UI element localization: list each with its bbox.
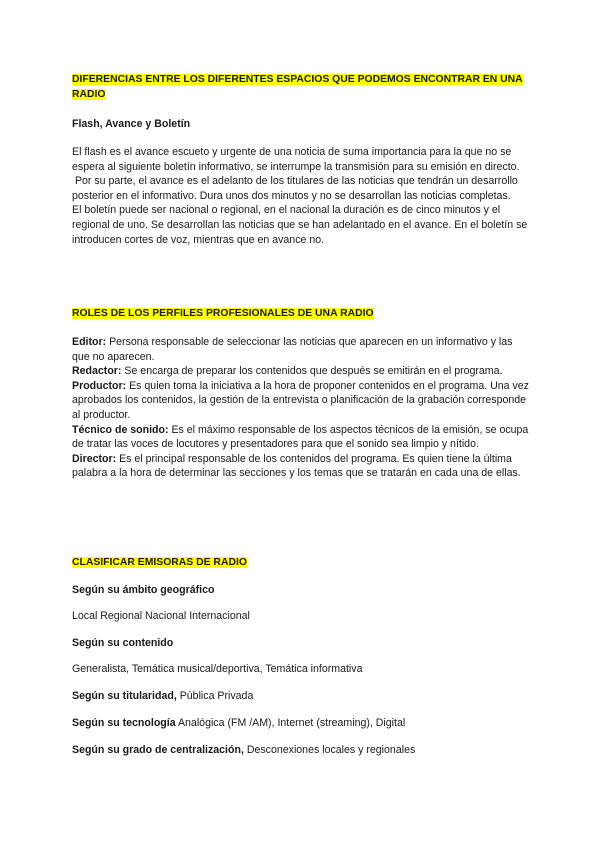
- values-titularidad: Pública Privada: [176, 690, 254, 702]
- line-tecnologia: [72, 716, 532, 731]
- roles-list: [72, 335, 532, 481]
- line-titularidad: [72, 689, 532, 704]
- subheading-flash-avance-boletin: Flash, Avance y Boletín: [72, 118, 191, 130]
- highlighted-heading: DIFERENCIAS ENTRE LOS DIFERENTES ESPACIOS QUE PODEMOS ENCONTRAR EN UNA RADIO: [72, 74, 523, 100]
- label-contenido: Según su contenido: [72, 637, 174, 649]
- values-ambito-geografico: Local Regional Nacional Internacional: [72, 610, 250, 622]
- role-tecnico-sonido: [72, 423, 532, 452]
- values-contenido: Generalista, Temática musical/deportiva, Temática informativa: [72, 663, 363, 675]
- role-description: Es quien toma la iniciativa a la hora de proponer contenidos en el programa. Una vez aprobados los contenidos, la gestión de la entrevista o planificación de la grabación corresponde al productor.: [72, 379, 529, 421]
- role-redactor: [72, 364, 532, 379]
- values-tecnologia: Analógica (FM /AM), Internet (streaming), Digital: [175, 717, 406, 729]
- highlighted-heading: CLASIFICAR EMISORAS DE RADIO: [72, 557, 247, 568]
- section-heading-clasificar: [72, 555, 532, 570]
- paragraph-flash: El flash es el avance escueto y urgente de una noticia de suma importancia para la que no se espera al siguiente boletín informativo, se interrumpe la transmisión para su emisión en directo.: [72, 146, 520, 173]
- label-tecnologia: Según su tecnología: [72, 717, 176, 729]
- paragraph-group: [72, 145, 532, 247]
- role-term: Productor:: [72, 379, 127, 392]
- section-heading-diferencias: [72, 72, 532, 102]
- role-term: Editor:: [72, 336, 107, 348]
- role-term: Redactor:: [72, 365, 122, 378]
- line-centralizacion: [72, 743, 532, 758]
- role-productor: [72, 379, 532, 423]
- role-term: Director:: [72, 452, 117, 465]
- role-editor: [72, 335, 532, 364]
- role-description: Persona responsable de seleccionar las noticias que aparecen en un informativo y las que no aparecen.: [72, 336, 513, 363]
- role-description: Se encarga de preparar los contenidos que después se emitirán en el programa.: [121, 365, 503, 378]
- paragraph-boletin: El boletín puede ser nacional o regional, en el nacional la duración es de cinco minutos y el regional de uno. Se desarrollan las noticias que se han adelantado en el avance. En el boletín se introducen cortes de voz, mientras que en avance no.: [72, 204, 528, 246]
- role-description: Es el principal responsable de los contenidos del programa. Es quien tiene la última palabra a la hora de determinar las secciones y los temas que se tratarán en cada una de ellas.: [72, 452, 521, 480]
- role-description: Es el máximo responsable de los aspectos técnicos de la emisión, se ocupa de tratar las voces de locutores y presentadores para que el sonido sea limpio y nítido.: [72, 423, 529, 451]
- section-heading-roles: [72, 306, 532, 321]
- role-term: Técnico de sonido:: [72, 423, 169, 436]
- role-director: [72, 452, 532, 481]
- label-ambito-geografico: Según su ámbito geográfico: [72, 584, 215, 596]
- values-centralizacion: Desconexiones locales y regionales: [243, 744, 416, 756]
- label-titularidad: Según su titularidad,: [72, 690, 177, 702]
- label-centralizacion: Según su grado de centralización,: [72, 744, 244, 756]
- highlighted-heading: ROLES DE LOS PERFILES PROFESIONALES DE UNA RADIO: [72, 308, 374, 319]
- paragraph-avance: Por su parte, el avance es el adelanto de los titulares de las noticias que tendrán un desarrollo posterior en el informativo. Dura unos dos minutos y no se desarrollan las noticias completas.: [72, 175, 521, 202]
